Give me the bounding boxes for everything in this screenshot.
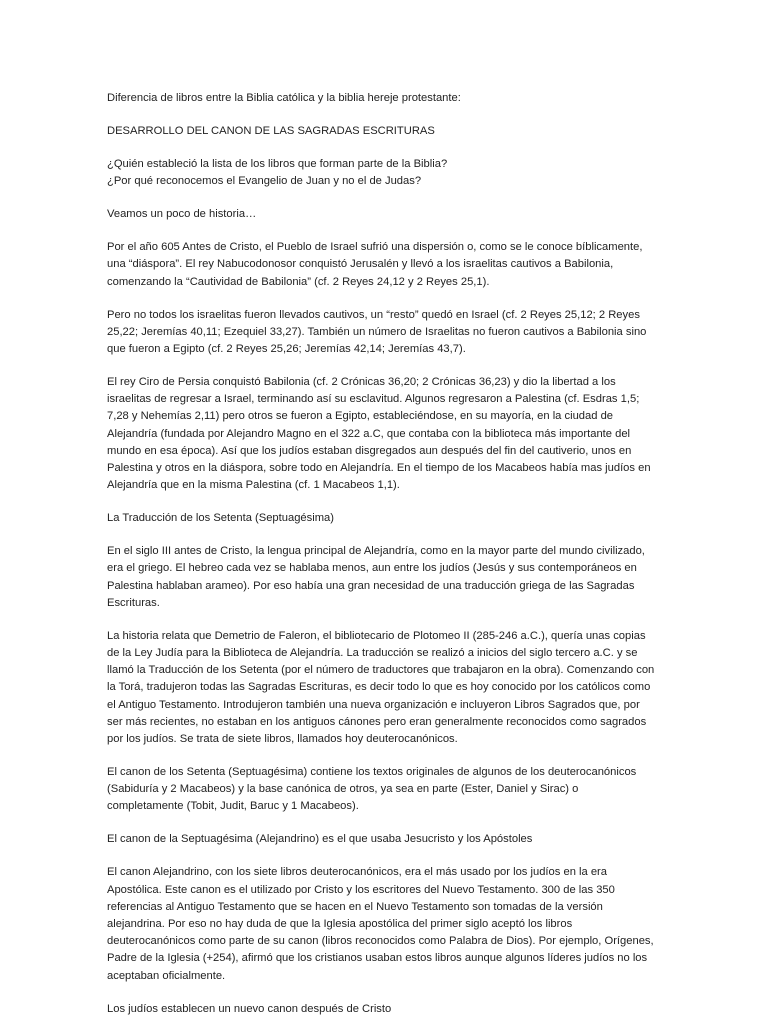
text-line: El canon Alejandrino, con los siete libros deuterocanónicos, era el más usado por los judíos en la era	[107, 866, 608, 879]
text-line: Diferencia de libros entre la Biblia católica y la biblia hereje protestante:	[107, 92, 461, 104]
text-line: El canon de los Setenta (Septuagésima) contiene los textos originales de algunos de los deuterocanónicos	[107, 766, 637, 779]
paragraph	[107, 628, 663, 748]
text-line: Alejandría que en la misma Palestina (cf. 1 Macabeos 1,1).	[107, 479, 400, 492]
text-line: aceptaban oficialmente.	[107, 969, 226, 982]
text-line: Padre de la Iglesia (+254), afirmó que los cristianos usaban estos libros aunque algunos líderes judíos no los	[107, 952, 648, 965]
text-line: DESARROLLO DEL CANON DE LAS SAGRADAS ESCRITURAS	[107, 125, 435, 137]
text-line: israelitas de regresar a Israel, terminando así su esclavitud. Algunos regresaron a Palestina (cf. Esdras 1,5;	[107, 393, 640, 406]
text-line: Escrituras.	[107, 596, 160, 609]
text-line: El canon de la Septuagésima (Alejandrino) es el que usaba Jesucristo y los Apóstoles	[107, 833, 533, 846]
text-line: Alejandría (fundada por Alejandro Magno en el 322 a.C, que contaba con la biblioteca más importante del	[107, 427, 631, 440]
text-line: Los judíos establecen un nuevo canon después de Cristo	[107, 1002, 392, 1015]
text-line: Apostólica. Este canon es el utilizado por Cristo y los escritores del Nuevo Testamento. 300 de las 350	[107, 883, 615, 896]
text-line: alejandrina. Por eso no hay duda de que la Iglesia apostólica del primer siglo aceptó los libros	[107, 918, 573, 931]
paragraph	[107, 239, 663, 291]
text-line: ¿Por qué reconocemos el Evangelio de Juan y no el de Judas?	[107, 175, 422, 188]
paragraph	[107, 90, 663, 107]
paragraph	[107, 206, 663, 223]
text-line: completamente (Tobit, Judit, Baruc y 1 Macabeos).	[107, 800, 359, 813]
text-line: Veamos un poco de historia…	[107, 208, 257, 221]
text-line: Pero no todos los israelitas fueron llevados cautivos, un “resto” quedó en Israel (cf. 2 Reyes 25,12; 2 Reyes	[107, 308, 640, 321]
text-line: mundo en esa época). Así que los judíos estaban disgregados aun después del fin del cautiverio, unos en	[107, 444, 632, 457]
text-line: de la Ley Judía para la Biblioteca de Alejandría. La traducción se realizó a inicios del siglo tercero a.C. y se	[107, 647, 638, 660]
text-line: (Sabiduría y 2 Macabeos) y la base canónica de otros, ya sea en parte (Ester, Daniel y Sirac) o	[107, 783, 579, 796]
text-line: deuterocanónicos como parte de su canon (libros reconocidos como Palabra de Dios). Por ejemplo, Orígenes,	[107, 935, 654, 948]
paragraph	[107, 123, 663, 140]
text-line: El rey Ciro de Persia conquistó Babilonia (cf. 2 Crónicas 36,20; 2 Crónicas 36,23) y dio la libertad a los	[107, 376, 616, 389]
text-line: una “diáspora”. El rey Nabucodonosor conquistó Jerusalén y llevó a los israelitas cautivos a Babilonia,	[107, 258, 614, 271]
text-line: comenzando la “Cautividad de Babilonia” (cf. 2 Reyes 24,12 y 2 Reyes 25,1).	[107, 275, 490, 288]
paragraph	[107, 831, 663, 848]
text-line: el Antiguo Testamento. Introdujeron también una nueva organización e incluyeron Libros Sagrados que, por	[107, 698, 640, 711]
text-line: Por el año 605 Antes de Cristo, el Pueblo de Israel sufrió una dispersión o, como se le conoce bíblicamente,	[107, 241, 643, 254]
text-line: En el siglo III antes de Cristo, la lengua principal de Alejandría, como en la mayor parte del mundo civilizado,	[107, 545, 645, 558]
paragraph	[107, 307, 663, 359]
paragraph	[107, 1001, 663, 1018]
paragraph	[107, 374, 663, 494]
text-line: 7,28 y Nehemías 2,11) pero otros se fueron a Egipto, estableciéndose, en su mayoría, en la ciudad de	[107, 410, 614, 423]
text-line: Palestina hablaban arameo). Por eso había una gran necesidad de una traducción griega de las Sagradas	[107, 579, 635, 592]
text-line: la Torá, tradujeron todas las Sagradas Escrituras, es decir todo lo que es hoy conocido por los católicos como	[107, 681, 651, 694]
text-line: La Traducción de los Setenta (Septuagésima)	[107, 512, 334, 525]
text-line: era el griego. El hebreo cada vez se hablaba menos, aun entre los judíos (Jesús y sus contemporáneos en	[107, 562, 637, 575]
paragraph	[107, 543, 663, 612]
text-line: La historia relata que Demetrio de Faleron, el bibliotecario de Plotomeo II (285-246 a.C.), quería unas copias	[107, 629, 646, 642]
text-line: ¿Quién estableció la lista de los libros que forman parte de la Biblia?	[107, 158, 448, 170]
paragraph	[107, 764, 663, 816]
text-line: que fueron a Egipto (cf. 2 Reyes 25,26; Jeremías 42,14; Jeremías 43,7).	[107, 343, 466, 356]
text-line: ser más recientes, no estaban en los antiguos cánones pero eran generalmente reconocidos como sagrados	[107, 715, 647, 728]
text-line: referencias al Antiguo Testamento que se hacen en el Nuevo Testamento son tomadas de la versión	[107, 900, 603, 913]
text-line: 25,22; Jeremías 40,11; Ezequiel 33,27). También un número de Israelitas no fueron cautivos a Babilonia sino	[107, 325, 647, 338]
paragraph	[107, 510, 663, 527]
paragraph	[107, 864, 663, 984]
text-line: llamó la Traducción de los Setenta (por el número de traductores que trabajaron en la obra). Comenzando con	[107, 664, 655, 677]
paragraph	[107, 156, 663, 190]
text-line: por los judíos. Se trata de siete libros, llamados hoy deuterocanónicos.	[107, 733, 458, 746]
text-line: Palestina y otros en la diáspora, sobre todo en Alejandría. En el tiempo de los Macabeos había mas judíos en	[107, 462, 651, 475]
document-page	[107, 90, 663, 1034]
